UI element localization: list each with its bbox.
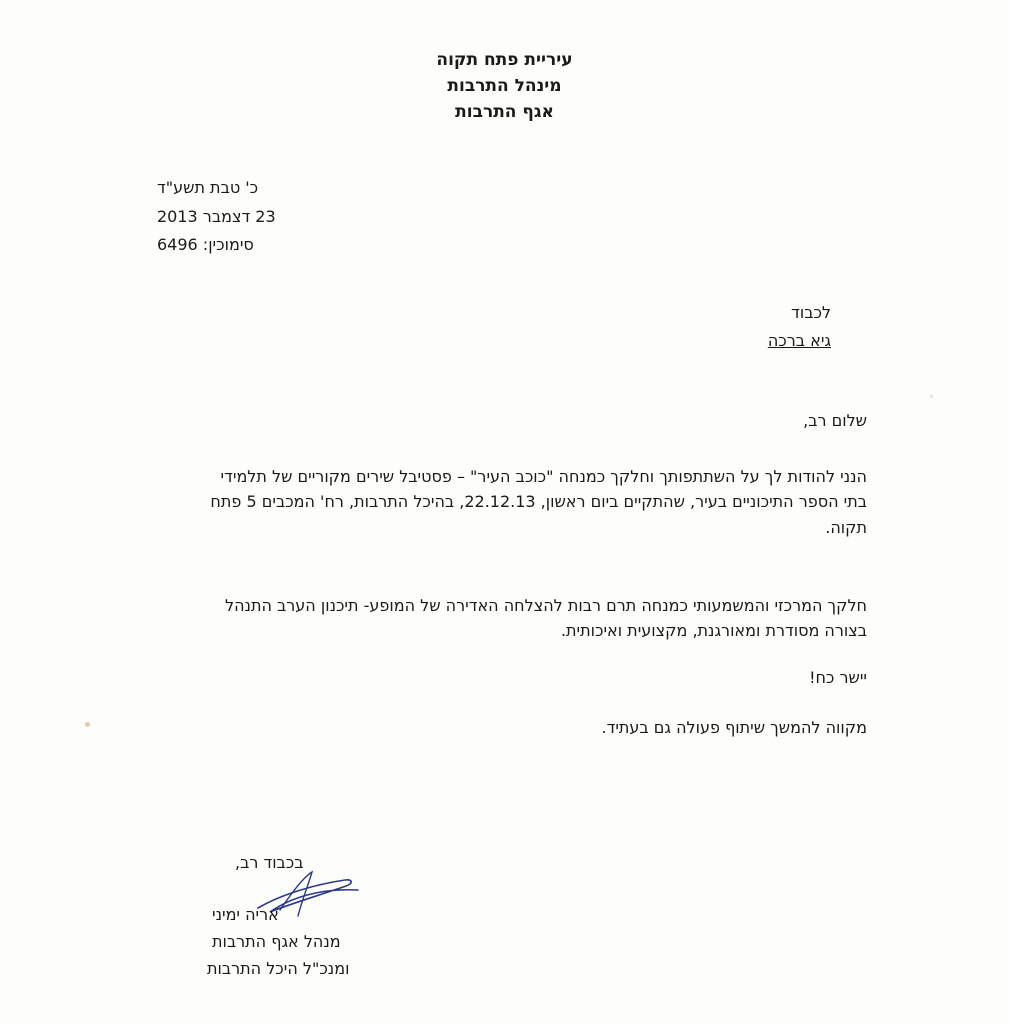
closing-wish: מקווה להמשך שיתוף פעולה גם בעתיד. bbox=[601, 718, 867, 737]
scan-speck bbox=[85, 722, 90, 727]
header-department: אגף התרבות bbox=[455, 102, 554, 122]
paragraph1-line3: תקוה. bbox=[825, 518, 867, 537]
signoff-name: אריה ימיני bbox=[212, 905, 279, 924]
greeting: שלום רב, bbox=[803, 411, 867, 430]
paragraph1-line1: הנני להודות לך על השתתפותך וחלקך כמנחה "כוכב העיר" – פסטיבל שירים מקוריים של תלמידי bbox=[220, 467, 867, 486]
scan-speck bbox=[930, 395, 933, 398]
gregorian-date: 23 דצמבר 2013 bbox=[157, 207, 276, 226]
paragraph2-line1: חלקך המרכזי והמשמעותי כמנחה תרם רבות להצלחה האדירה של המופע- תיכנון הערב התנהל bbox=[225, 596, 867, 615]
reference-number: סימוכין: 6496 bbox=[157, 235, 254, 254]
paragraph1-line2: בתי הספר התיכוניים בעיר, שהתקיים ביום ראשון, 22.12.13, בהיכל התרבות, רח' המכבים 5 פתח bbox=[210, 492, 867, 511]
recipient-name: גיא ברכה bbox=[767, 331, 831, 350]
paragraph2-line2: בצורה מסודרת ומאורגנת, מקצועית ואיכותית. bbox=[560, 621, 867, 640]
header-administration: מינהל התרבות bbox=[447, 76, 562, 96]
signoff-title1: מנהל אגף התרבות bbox=[212, 932, 341, 951]
header-municipality: עיריית פתח תקוה bbox=[436, 50, 573, 70]
to-label: לכבוד bbox=[791, 303, 831, 322]
hebrew-date: כ' טבת תשע"ד bbox=[157, 178, 259, 197]
signoff-regards: בכבוד רב, bbox=[235, 853, 304, 872]
praise: יישר כח! bbox=[809, 668, 867, 687]
signoff-title2: ומנכ"ל היכל התרבות bbox=[207, 959, 350, 978]
